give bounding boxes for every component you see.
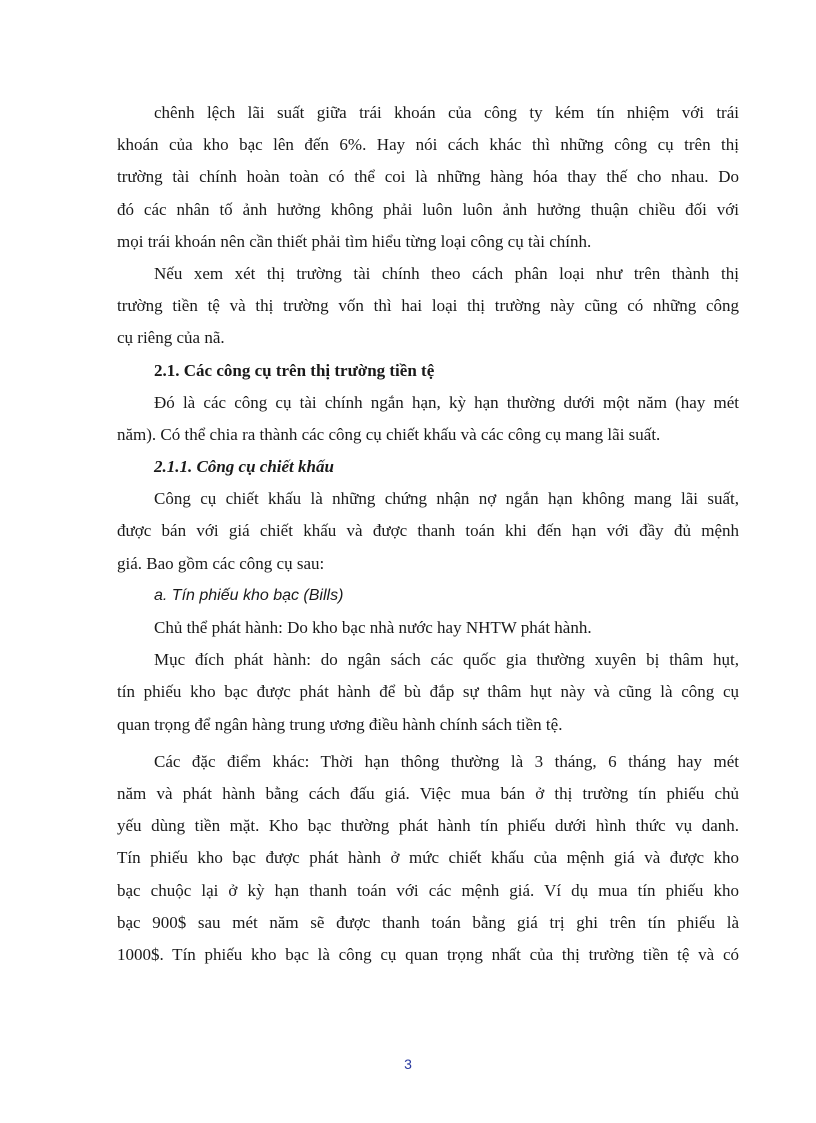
text-line: Các đặc điểm khác: Thời hạn thông thường là 3 tháng, 6 tháng hay mét bbox=[154, 751, 739, 771]
text-line: Mục đích phát hành: do ngân sách các quốc gia thường xuyên bị thâm hụt, bbox=[154, 650, 739, 670]
text-line: Công cụ chiết khấu là những chứng nhận nợ ngắn hạn không mang lãi suất, bbox=[154, 489, 739, 509]
text-line: được bán với giá chiết khấu và được thanh toán khi đến hạn với đầy đủ mệnh bbox=[117, 521, 739, 541]
text-line: đó các nhân tố ảnh hưởng không phải luôn luôn ảnh hưởng thuận chiều đối với bbox=[117, 199, 739, 219]
text-line: khoán của kho bạc lên đến 6%. Hay nói cách khác thì những công cụ trên thị bbox=[117, 135, 739, 155]
document-page bbox=[117, 97, 739, 971]
text-line: quan trọng để ngân hàng trung ương điều hành chính sách tiền tệ. bbox=[117, 714, 563, 734]
text-line: yếu dùng tiền mặt. Kho bạc thường phát hành tín phiếu dưới hình thức vụ danh. bbox=[117, 816, 739, 836]
section-heading: 2.1. Các công cụ trên thị trường tiền tệ bbox=[154, 360, 435, 380]
paragraph-continuation bbox=[117, 97, 739, 258]
text-line: tín phiếu kho bạc được phát hành để bù đắp sự thâm hụt này và cũng là công cụ bbox=[117, 682, 739, 702]
text-line: bạc 900$ sau mét năm sẽ được thanh toán bằng giá trị ghi trên tín phiếu là bbox=[117, 912, 739, 932]
text-line: chênh lệch lãi suất giữa trái khoán của công ty kém tín nhiệm với trái bbox=[154, 103, 739, 122]
text-line: năm và phát hành bằng cách đấu giá. Việc mua bán ở thị trường tín phiếu chủ bbox=[117, 783, 739, 803]
text-line: Tín phiếu kho bạc được phát hành ở mức chiết khấu của mệnh giá và được kho bbox=[117, 848, 739, 868]
subsection-heading: 2.1.1. Công cụ chiết khấu bbox=[154, 457, 334, 477]
text-line: năm). Có thể chia ra thành các công cụ chiết khấu và các công cụ mang lãi suất. bbox=[117, 424, 661, 444]
paragraph bbox=[117, 483, 739, 580]
text-line: Đó là các công cụ tài chính ngắn hạn, kỳ hạn thường dưới một năm (hay mét bbox=[154, 392, 739, 412]
text-line: trường tài chính hoàn toàn có thể coi là những hàng hóa thay thế cho nhau. Do bbox=[117, 167, 739, 187]
text-line: cụ riêng của nã. bbox=[117, 328, 225, 348]
text-line: Nếu xem xét thị trường tài chính theo cách phân loại như trên thành thị bbox=[154, 263, 739, 283]
paragraph bbox=[117, 258, 739, 355]
paragraph bbox=[117, 644, 739, 741]
text-line: giá. Bao gồm các công cụ sau: bbox=[117, 553, 325, 573]
list-item-heading: a. Tín phiếu kho bạc (Bills) bbox=[154, 586, 344, 604]
paragraph bbox=[117, 612, 739, 644]
text-line: trường tiền tệ và thị trường vốn thì hai loại thị trường này cũng có những công bbox=[117, 296, 739, 316]
paragraph bbox=[117, 387, 739, 451]
text-line: 1000$. Tín phiếu kho bạc là công cụ quan trọng nhất của thị trường tiền tệ và có bbox=[117, 944, 739, 964]
paragraph bbox=[117, 746, 739, 971]
text-line: bạc chuộc lại ở kỳ hạn thanh toán với các mệnh giá. Ví dụ mua tín phiếu kho bbox=[117, 880, 739, 900]
text-line: mọi trái khoán nên cần thiết phải tìm hiểu từng loại công cụ tài chính. bbox=[117, 231, 592, 251]
text-line: Chủ thể phát hành: Do kho bạc nhà nước hay NHTW phát hành. bbox=[154, 618, 592, 637]
page-number: 3 bbox=[404, 1056, 412, 1072]
